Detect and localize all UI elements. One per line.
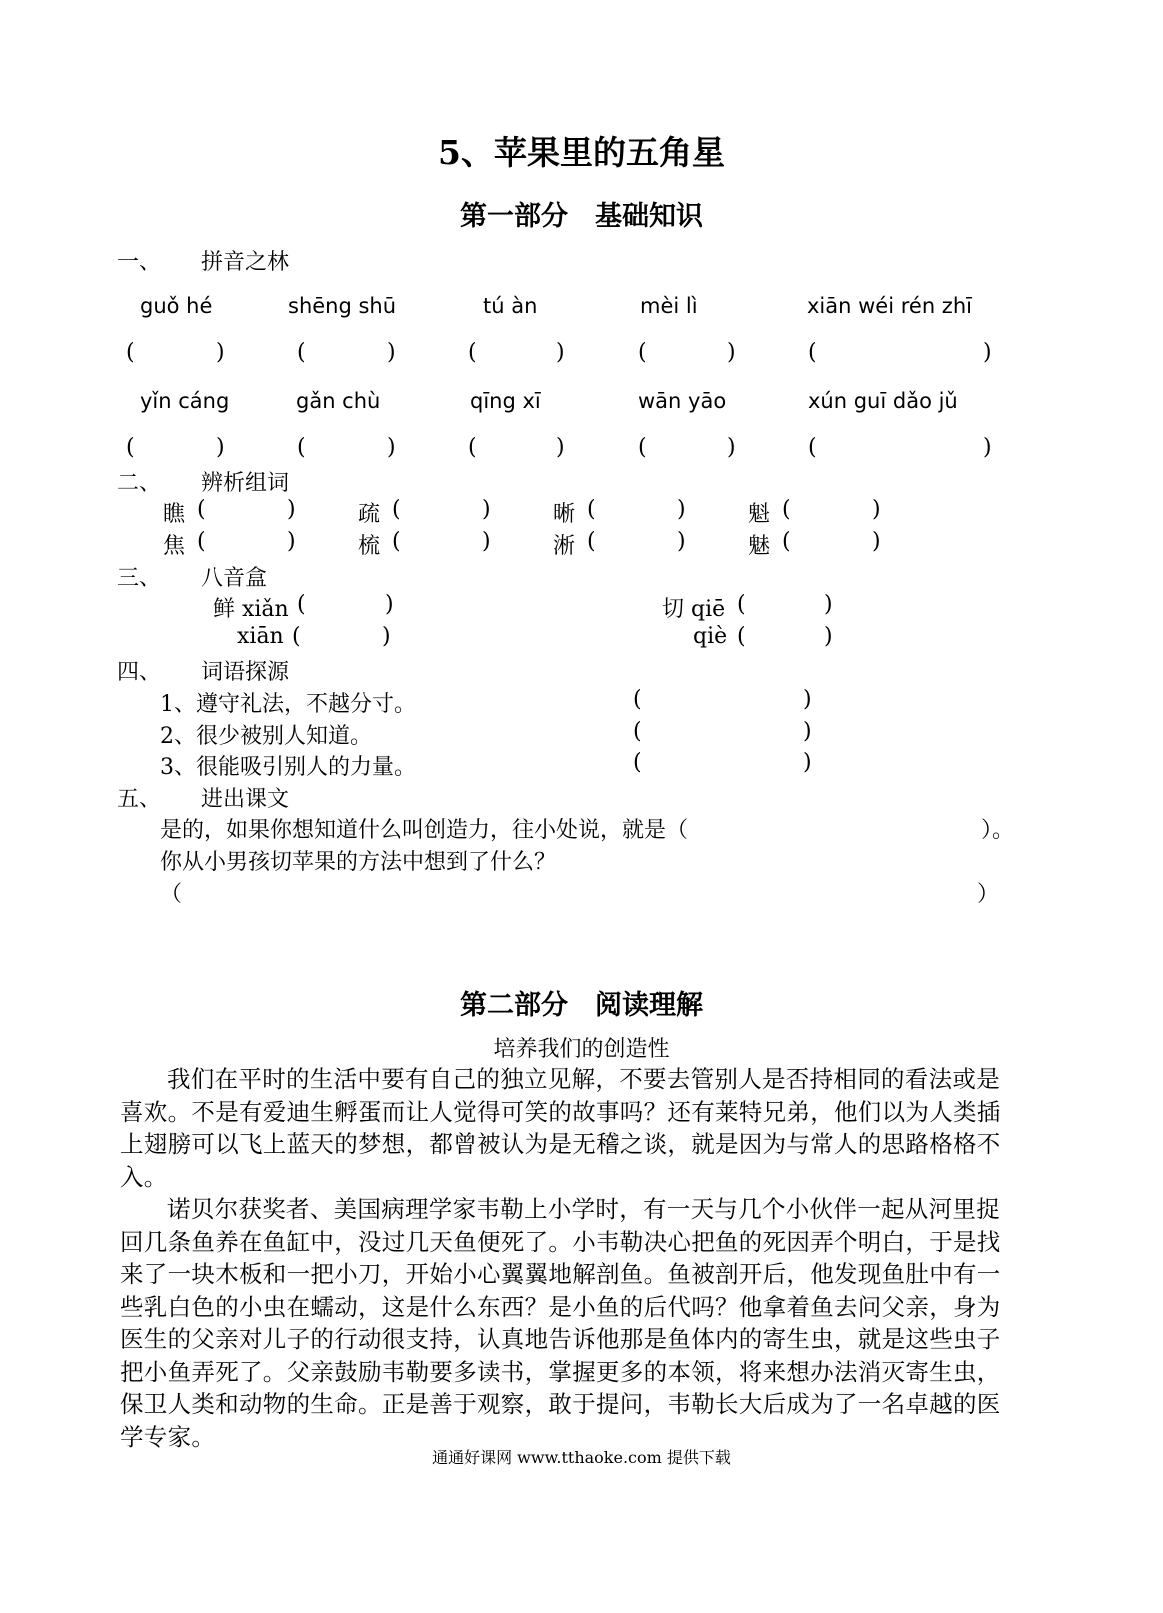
- section1-heading: [117, 245, 289, 276]
- answer-open-paren: (: [638, 435, 647, 460]
- answer-open-paren: (: [633, 719, 642, 744]
- answer-open-paren: (: [392, 529, 401, 554]
- answer-close-paren: ): [803, 750, 812, 775]
- answer-open-paren: (: [737, 592, 746, 617]
- fill-in-sentence: 是的，如果你想知道什么叫创造力，往小处说，就是（: [160, 818, 689, 843]
- answer-close-paren: ): [556, 435, 565, 460]
- definition-item: 2、很少被别人知道。: [160, 724, 372, 749]
- answer-close-paren: ): [556, 340, 565, 365]
- section-number: 二、: [117, 471, 162, 496]
- answer-close-paren: ): [287, 497, 296, 522]
- char-item: 梳: [358, 534, 381, 559]
- answer-open-paren: （: [160, 882, 183, 907]
- answer-open-paren: (: [392, 497, 401, 522]
- pinyin-item: tú àn: [483, 294, 538, 318]
- part1-heading: 第一部分 基础知识: [460, 201, 703, 232]
- definition-item: 3、很能吸引别人的力量。: [160, 755, 416, 780]
- answer-open-paren: (: [587, 529, 596, 554]
- part2-heading: 第二部分 阅读理解: [460, 990, 703, 1021]
- answer-close-paren: ): [382, 624, 391, 649]
- question-text: 你从小男孩切苹果的方法中想到了什么？: [160, 850, 557, 875]
- answer-open-paren: (: [808, 340, 817, 365]
- pinyin-item: xún guī dǎo jǔ: [808, 389, 958, 413]
- polyphone-reading: qiè: [693, 624, 728, 649]
- answer-open-paren: (: [297, 592, 306, 617]
- section-label: 词语探源: [201, 660, 290, 685]
- answer-open-paren: (: [297, 435, 306, 460]
- reading-passage: [120, 1063, 1020, 1453]
- char-item: 魁: [748, 502, 771, 527]
- definition-item: 1、遵守礼法，不越分寸。: [160, 692, 416, 717]
- section-number: 五、: [117, 787, 162, 812]
- section2-heading: [117, 466, 289, 497]
- answer-close-paren: ): [824, 624, 833, 649]
- pinyin-item: qīng xī: [470, 389, 541, 413]
- answer-open-paren: (: [292, 624, 301, 649]
- answer-close-paren: ): [482, 497, 491, 522]
- answer-close-paren: ): [387, 340, 396, 365]
- answer-open-paren: (: [126, 435, 135, 460]
- answer-open-paren: (: [468, 435, 477, 460]
- answer-close-paren: ): [727, 435, 736, 460]
- section-number: 四、: [117, 660, 162, 685]
- answer-open-paren: (: [126, 340, 135, 365]
- answer-close-paren: ): [727, 340, 736, 365]
- answer-close-paren: ): [677, 497, 686, 522]
- paragraph: 我们在平时的生活中要有自己的独立见解，不要去管别人是否持相同的看法或是喜欢。不是有爱迪生孵蛋而让人觉得可笑的故事吗？还有莱特兄弟，他们以为人类插上翅膀可以飞上蓝天的梦想，都曾被认为是无稽之谈，就是因为与常人的思路格格不入。: [120, 1065, 1001, 1191]
- char-item: 晰: [553, 502, 576, 527]
- pinyin-item: mèi lì: [640, 294, 698, 318]
- section3-heading: [117, 561, 267, 592]
- section-label: 辨析组词: [201, 471, 290, 496]
- answer-close-paren: ): [803, 687, 812, 712]
- answer-open-paren: (: [297, 340, 306, 365]
- char-item: 焦: [163, 534, 186, 559]
- answer-open-paren: (: [782, 529, 791, 554]
- answer-close-paren: ）: [977, 882, 1000, 907]
- answer-close-paren: ): [216, 340, 225, 365]
- answer-open-paren: (: [808, 435, 817, 460]
- answer-close-paren: ): [216, 435, 225, 460]
- pinyin-item: guǒ hé: [140, 294, 213, 318]
- answer-open-paren: (: [737, 624, 746, 649]
- answer-close-paren: ): [287, 529, 296, 554]
- answer-close-paren: ): [803, 719, 812, 744]
- section-label: 拼音之林: [201, 250, 290, 275]
- paragraph: 诺贝尔获奖者、美国病理学家韦勒上小学时，有一天与几个小伙伴一起从河里捉回几条鱼养在鱼缸中，没过几天鱼便死了。小韦勒决心把鱼的死因弄个明白，于是找来了一块木板和一把小刀，开始小心翼翼地解剖鱼。鱼被剖开后，他发现鱼肚中有一些乳白色的小虫在蠕动，这是什么东西？是小鱼的后代吗？他拿着鱼去问父亲，身为医生的父亲对儿子的行动很支持，认真地告诉他那是鱼体内的寄生虫，就是这些虫子把小鱼弄死了。父亲鼓励韦勒要多读书，掌握更多的本领，将来想办法消灭寄生虫，保卫人类和动物的生命。正是善于观察，敢于提问，韦勒长大后成为了一名卓越的医学专家。: [120, 1195, 1001, 1451]
- answer-open-paren: (: [468, 340, 477, 365]
- answer-close-paren: ）。: [981, 818, 1015, 843]
- pinyin-item: gǎn chù: [296, 389, 381, 413]
- section-number: 一、: [117, 250, 162, 275]
- answer-close-paren: ): [677, 529, 686, 554]
- answer-open-paren: (: [197, 529, 206, 554]
- polyphone-reading: 鲜 xiǎn: [213, 597, 289, 622]
- page-title: 5、苹果里的五角星: [438, 133, 725, 172]
- answer-close-paren: ): [385, 592, 394, 617]
- pinyin-item: shēng shū: [288, 294, 397, 318]
- pinyin-item: xiān wéi rén zhī: [807, 294, 972, 318]
- polyphone-reading: 切 qiē: [662, 597, 726, 622]
- answer-open-paren: (: [197, 497, 206, 522]
- section-label: 进出课文: [201, 787, 290, 812]
- answer-close-paren: ): [387, 435, 396, 460]
- answer-close-paren: ): [482, 529, 491, 554]
- pinyin-item: yǐn cáng: [140, 389, 230, 413]
- section-number: 三、: [117, 566, 162, 591]
- char-item: 魅: [748, 534, 771, 559]
- answer-open-paren: (: [587, 497, 596, 522]
- answer-close-paren: ): [983, 435, 992, 460]
- section-label: 八音盒: [201, 566, 268, 591]
- pinyin-item: wān yāo: [638, 389, 727, 413]
- answer-close-paren: ): [824, 592, 833, 617]
- answer-open-paren: (: [638, 340, 647, 365]
- answer-close-paren: ): [872, 497, 881, 522]
- footer-source: 通通好课网 www.tthaoke.com 提供下载: [432, 1448, 731, 1467]
- answer-open-paren: (: [782, 497, 791, 522]
- section4-heading: [117, 655, 289, 686]
- char-item: 瞧: [163, 502, 186, 527]
- char-item: 淅: [553, 534, 576, 559]
- polyphone-reading: xiān: [237, 624, 284, 649]
- section5-heading: [117, 782, 289, 813]
- answer-open-paren: (: [633, 750, 642, 775]
- answer-close-paren: ): [872, 529, 881, 554]
- answer-close-paren: ): [983, 340, 992, 365]
- reading-title: 培养我们的创造性: [493, 1037, 670, 1062]
- answer-open-paren: (: [633, 687, 642, 712]
- char-item: 疏: [358, 502, 381, 527]
